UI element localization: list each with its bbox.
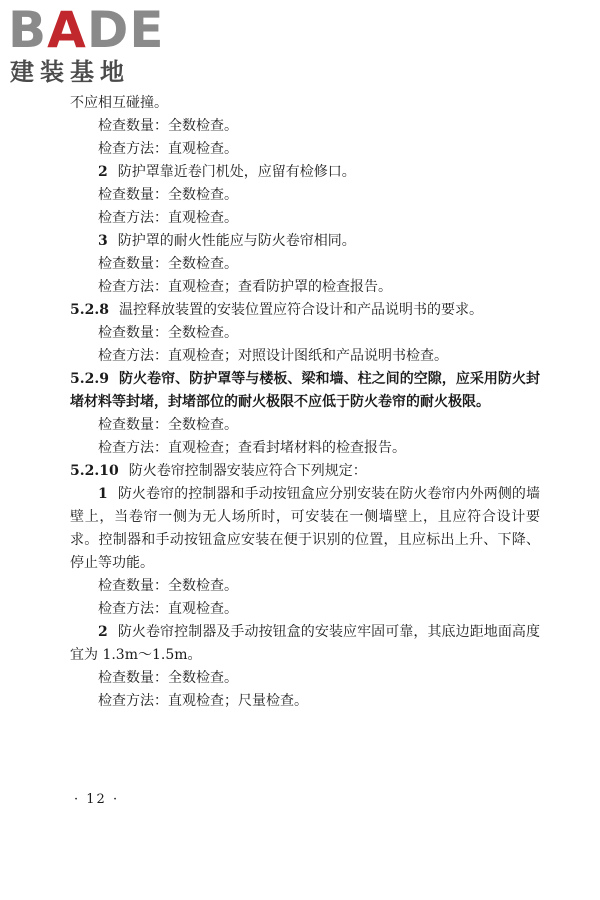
list-item: 2 防护罩靠近卷门机处，应留有检修口。: [98, 164, 356, 180]
check-method: 检查方法：直观检查。: [98, 210, 238, 226]
clause-5-2-9: 5.2.9 防火卷帘、防护罩等与楼板、梁和墙、柱之间的空隙，应采用防火封堵材料等封堵，封堵部位的耐火极限不应低于防火卷帘的耐火极限。: [70, 371, 540, 410]
check-quantity: 检查数量：全数检查。: [98, 187, 238, 203]
logo-subtitle: 建装基地: [10, 58, 130, 86]
check-quantity: 检查数量：全数检查。: [98, 118, 238, 134]
check-quantity: 检查数量：全数检查。: [98, 417, 238, 433]
check-quantity: 检查数量：全数检查。: [98, 325, 238, 341]
clause-5-2-10: 5.2.10 防火卷帘控制器安装应符合下列规定：: [70, 463, 367, 479]
check-method: 检查方法：直观检查。: [98, 141, 238, 157]
check-method: 检查方法：直观检查；查看封堵材料的检查报告。: [98, 440, 406, 456]
list-item: 3 防护罩的耐火性能应与防火卷帘相同。: [98, 233, 356, 249]
check-method: 检查方法：直观检查；查看防护罩的检查报告。: [98, 279, 392, 295]
text-line: 不应相互碰撞。: [70, 95, 168, 111]
check-quantity: 检查数量：全数检查。: [98, 578, 238, 594]
list-item: 2 防火卷帘控制器及手动按钮盒的安装应牢固可靠，其底边距地面高度宜为 1.3m～1.5m。: [70, 624, 540, 663]
list-item: 1 防火卷帘的控制器和手动按钮盒应分别安装在防火卷帘内外两侧的墙壁上，当卷帘一侧为无人场所时，可安装在一侧墙壁上，且应符合设计要求。控制器和手动按钮盒应安装在便于识别的位置，且应标出上升、下降、停止等功能。: [70, 486, 540, 571]
check-method: 检查方法：直观检查；对照设计图纸和产品说明书检查。: [98, 348, 448, 364]
check-method: 检查方法：直观检查；尺量检查。: [98, 693, 308, 709]
page-number: · 12 ·: [74, 792, 120, 807]
bade-logo: [8, 2, 178, 90]
logo-wordmark: BADE: [8, 1, 165, 59]
check-quantity: 检查数量：全数检查。: [98, 256, 238, 272]
clause-5-2-8: 5.2.8 温控释放装置的安装位置应符合设计和产品说明书的要求。: [70, 302, 483, 318]
check-method: 检查方法：直观检查。: [98, 601, 238, 617]
check-quantity: 检查数量：全数检查。: [98, 670, 238, 686]
document-body: [70, 92, 540, 713]
